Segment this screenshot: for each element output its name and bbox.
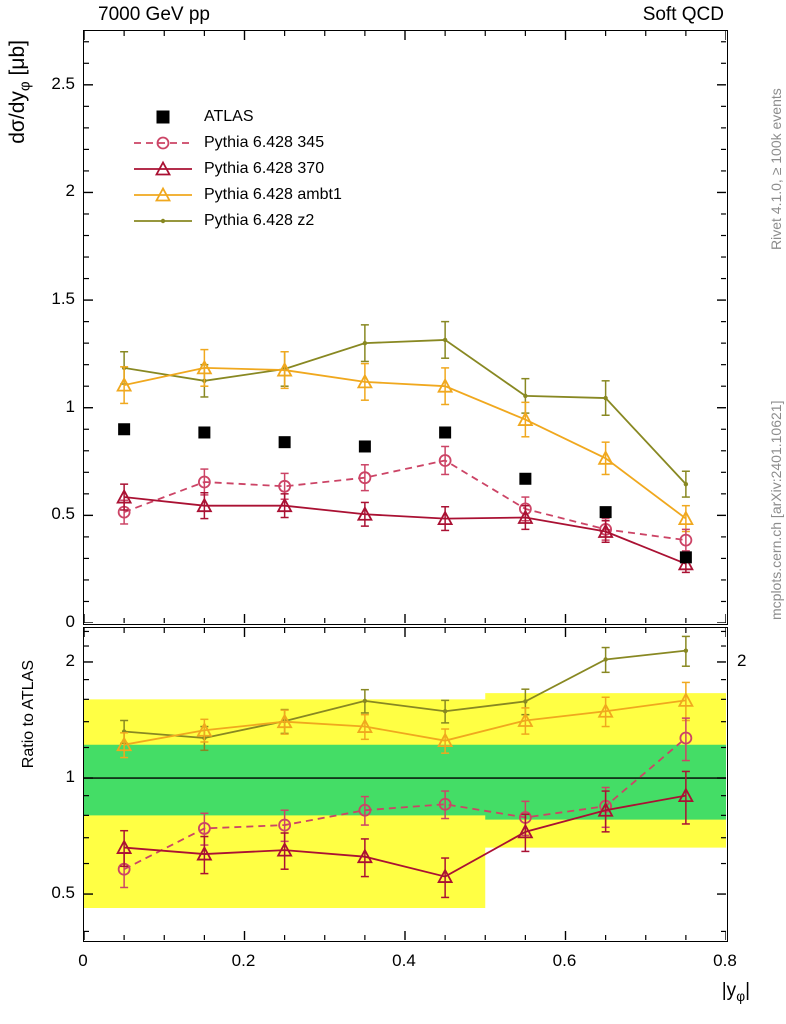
x-axis-label-sub: φ xyxy=(736,988,746,1004)
legend-item-label: Pythia 6.428 z2 xyxy=(204,212,315,229)
arxiv-reference-annotation: mcplots.cern.ch [arXiv:2401.10621] xyxy=(768,400,784,620)
legend-item-label: ATLAS xyxy=(204,108,254,125)
y-axis-label-main-unit: [μb] xyxy=(6,40,29,82)
y-axis-label-main xyxy=(6,40,33,144)
legend-item-0 xyxy=(130,104,342,130)
header-right: Soft QCD xyxy=(642,4,724,25)
x-tick-0.4: 0.4 xyxy=(392,951,416,970)
legend-item-4 xyxy=(130,208,342,234)
y-tick-main-2: 2 xyxy=(65,181,75,201)
ratio-plot-svg xyxy=(84,628,726,940)
y-tick-main-0.5: 0.5 xyxy=(51,504,75,524)
legend-marker-icon xyxy=(130,132,196,154)
rivet-version-annotation: Rivet 4.1.0, ≥ 100k events xyxy=(768,88,784,250)
legend-marker-icon xyxy=(130,158,196,180)
ratio-plot-pad xyxy=(83,627,728,942)
y-tick-ratio-1: 1 xyxy=(65,767,75,786)
legend-item-label: Pythia 6.428 345 xyxy=(204,134,325,151)
y-axis-label-ratio: Ratio to ATLAS xyxy=(20,660,37,769)
y-tick-main-0: 0 xyxy=(65,612,75,631)
y-tick-main-1.5: 1.5 xyxy=(51,289,75,309)
header-left: 7000 GeV pp xyxy=(98,4,210,25)
x-tick-0.8: 0.8 xyxy=(713,951,737,970)
legend-item-label: Pythia 6.428 ambt1 xyxy=(204,186,342,203)
legend-item-label: Pythia 6.428 370 xyxy=(204,160,325,177)
x-tick-0: 0 xyxy=(78,951,88,970)
legend-marker-icon xyxy=(130,106,196,128)
y-tick-main-2.5: 2.5 xyxy=(51,73,75,93)
y-tick-main-1: 1 xyxy=(65,396,75,416)
y-axis-label-main-sub: φ xyxy=(16,81,34,92)
x-tick-0.2: 0.2 xyxy=(231,951,256,970)
y-axis-label-main-text: dσ/dy xyxy=(6,91,29,144)
legend-item-3 xyxy=(130,182,342,208)
legend-marker-icon xyxy=(130,184,196,206)
x-axis-label-text: |y xyxy=(721,980,737,1001)
legend xyxy=(130,104,342,234)
y-tick-ratio-2: 2 xyxy=(65,650,75,670)
y-tick-ratio-right-2: 2 xyxy=(737,650,747,670)
x-axis-label xyxy=(722,980,750,1004)
legend-item-2 xyxy=(130,156,342,182)
x-tick-0.6: 0.6 xyxy=(552,951,577,970)
legend-marker-icon xyxy=(130,210,196,232)
x-axis-label-end: | xyxy=(745,980,750,1001)
legend-item-1 xyxy=(130,130,342,156)
y-tick-ratio-0.5: 0.5 xyxy=(51,883,75,903)
